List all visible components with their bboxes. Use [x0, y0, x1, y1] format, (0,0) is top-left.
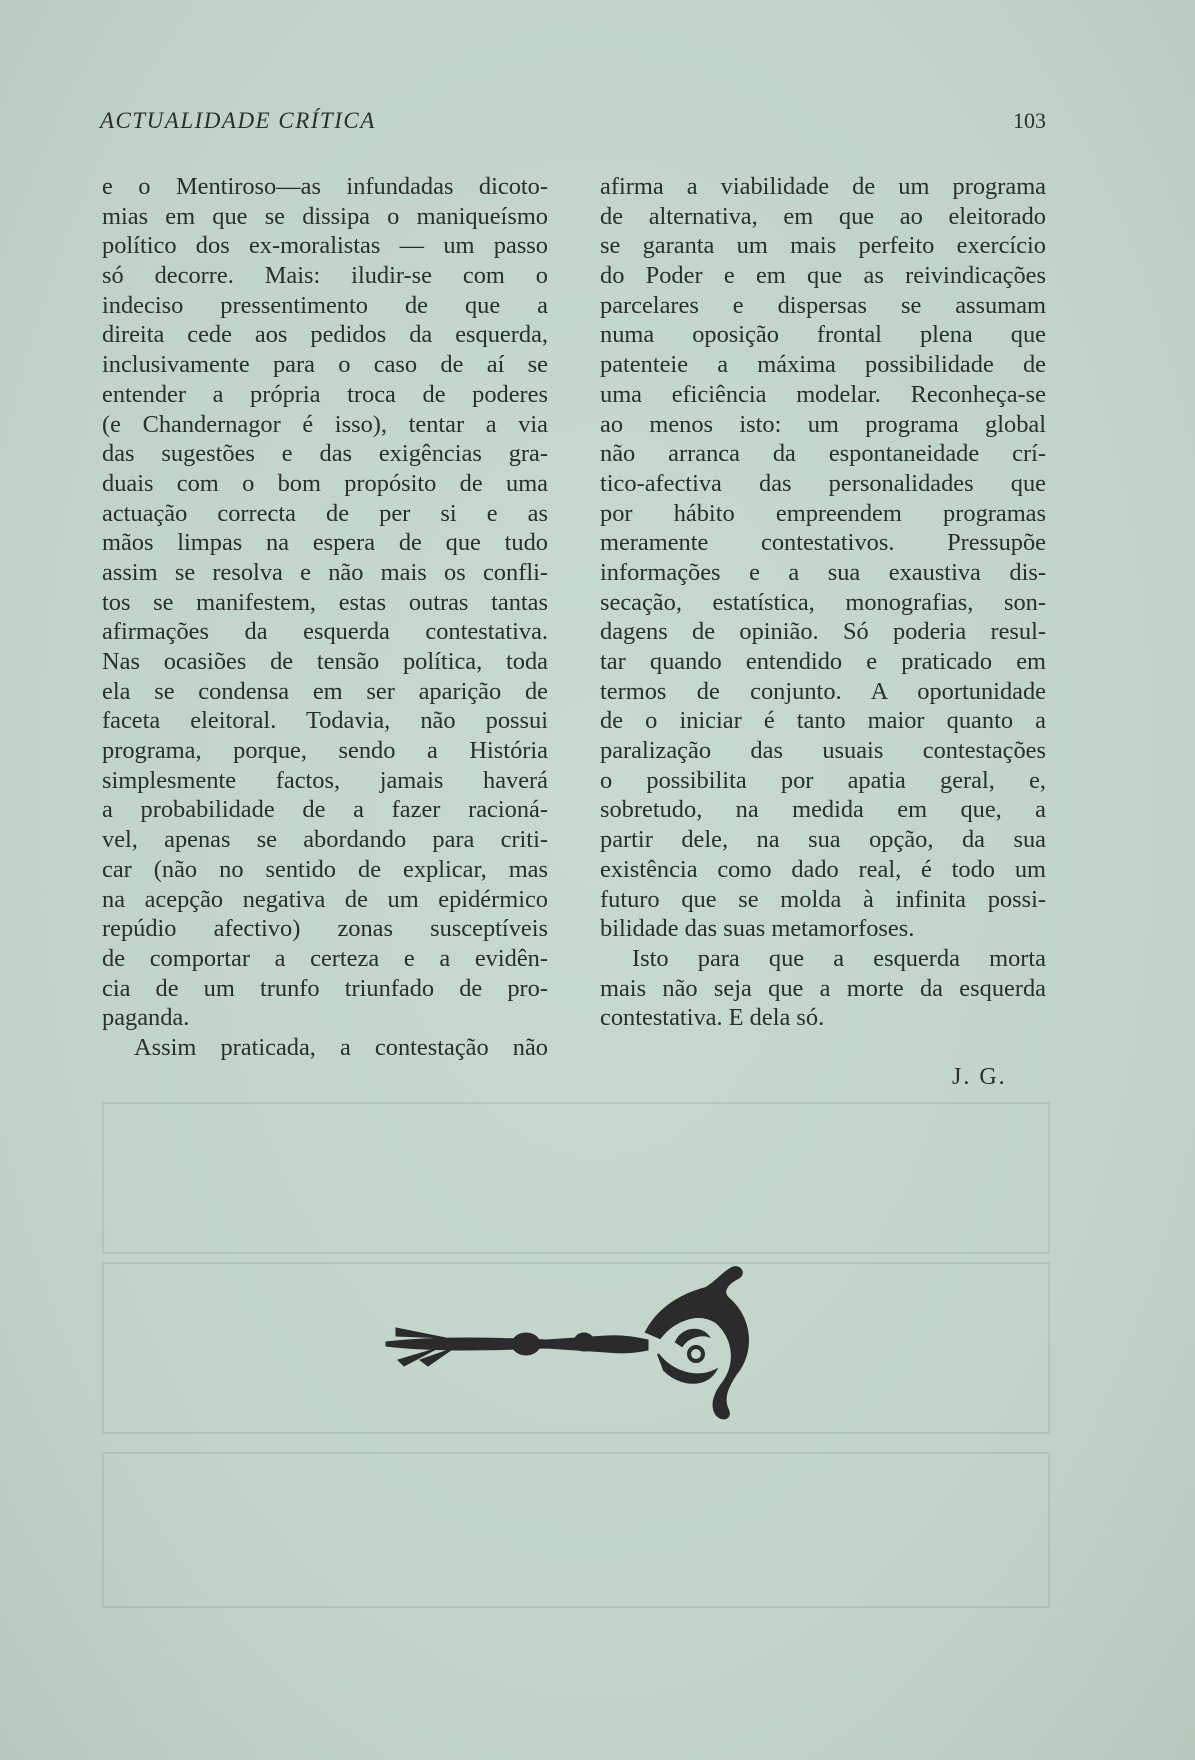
- text-line: direita cede aos pedidos da esquerda,: [102, 321, 548, 349]
- text-line: repúdio afectivo) zonas susceptíveis: [102, 915, 548, 943]
- text-line: só decorre. Mais: iludir-se com o: [102, 262, 548, 290]
- bleed-through-box: [102, 1452, 1050, 1608]
- text-line: afirmações da esquerda contestativa.: [102, 618, 548, 646]
- text-line: tos se manifestem, estas outras tantas: [102, 588, 548, 616]
- text-line: de alternativa, em que ao eleitorado: [600, 202, 1046, 230]
- text-line: ela se condensa em ser aparição de: [102, 677, 548, 705]
- text-line: tico-afectiva das personalidades que: [600, 469, 1046, 497]
- key-ornament-icon: [376, 1262, 772, 1422]
- text-line: meramente contestativos. Pressupõe: [600, 529, 1046, 557]
- text-line: do Poder e em que as reivindicações: [600, 262, 1046, 290]
- text-line: informações e a sua exaustiva dis-: [600, 558, 1046, 586]
- text-line: partir dele, na sua opção, da sua: [600, 826, 1046, 854]
- text-line: programa, porque, sendo a História: [102, 737, 548, 765]
- text-line: duais com o bom propósito de uma: [102, 469, 548, 497]
- text-line: actuação correcta de per si e as: [102, 499, 548, 527]
- text-line: cia de um trunfo triunfado de pro-: [102, 974, 548, 1002]
- text-line: por hábito empreendem programas: [600, 499, 1046, 527]
- text-line: simplesmente factos, jamais haverá: [102, 766, 548, 794]
- text-line: se garanta um mais perfeito exercício: [600, 232, 1046, 260]
- text-line: o possibilita por apatia geral, e,: [600, 766, 1046, 794]
- text-line: futuro que se molda à infinita possi-: [600, 885, 1046, 913]
- text-line: mãos limpas na espera de que tudo: [102, 529, 548, 557]
- text-line: tar quando entendido e praticado em: [600, 648, 1046, 675]
- left-column: [102, 172, 548, 1063]
- text-line: Isto para que a esquerda morta: [632, 944, 1046, 972]
- running-head: ACTUALIDADE CRÍTICA: [100, 108, 376, 133]
- page-number: 103: [1013, 108, 1046, 133]
- text-line: parcelares e dispersas se assumam: [600, 291, 1046, 319]
- author-signature: J. G.: [952, 1064, 1007, 1090]
- text-line: inclusivamente para o caso de aí se: [102, 351, 548, 379]
- text-line: bilidade das suas metamorfoses.: [600, 915, 915, 943]
- text-line: e o Mentiroso—as infundadas dicoto-: [102, 173, 548, 200]
- text-line: numa oposição frontal plena que: [600, 321, 1046, 349]
- text-line: assim se resolva e não mais os confli-: [102, 558, 548, 586]
- text-line: uma eficiência modelar. Reconheça-se: [600, 380, 1046, 408]
- text-line: termos de conjunto. A oportunidade: [600, 677, 1046, 705]
- text-line: mais não seja que a morte da esquerda: [600, 974, 1046, 1002]
- text-line: Assim praticada, a contestação não: [134, 1033, 548, 1061]
- text-line: ao menos isto: um programa global: [600, 410, 1046, 438]
- text-line: patenteie a máxima possibilidade de: [600, 351, 1046, 379]
- text-line: afirma a viabilidade de um programa: [600, 173, 1046, 200]
- text-line: na acepção negativa de um epidérmico: [102, 885, 548, 913]
- right-column: [600, 172, 1046, 1033]
- text-line: secação, estatística, monografias, son-: [600, 588, 1046, 616]
- text-line: das sugestões e das exigências gra-: [102, 440, 548, 468]
- text-line: político dos ex-moralistas — um passo: [102, 232, 548, 260]
- text-line: dagens de opinião. Só poderia resul-: [600, 618, 1046, 646]
- bleed-through-box: [102, 1102, 1050, 1254]
- text-line: contestativa. E dela só.: [600, 1004, 825, 1032]
- text-line: Nas ocasiões de tensão política, toda: [102, 648, 548, 675]
- text-line: a probabilidade de a fazer racioná-: [102, 796, 548, 824]
- text-line: (e Chandernagor é isso), tentar a via: [102, 410, 548, 438]
- text-line: mias em que se dissipa o maniqueísmo: [102, 202, 548, 230]
- text-line: paganda.: [102, 1004, 190, 1032]
- text-line: vel, apenas se abordando para criti-: [102, 826, 548, 854]
- text-line: car (não no sentido de explicar, mas: [102, 855, 548, 883]
- text-line: de comportar a certeza e a evidên-: [102, 944, 548, 972]
- text-line: de o iniciar é tanto maior quanto a: [600, 707, 1046, 735]
- text-line: não arranca da espontaneidade crí-: [600, 440, 1046, 468]
- text-line: indeciso pressentimento de que a: [102, 291, 548, 319]
- text-line: sobretudo, na medida em que, a: [600, 796, 1046, 824]
- text-line: faceta eleitoral. Todavia, não possui: [102, 707, 548, 735]
- text-line: entender a própria troca de poderes: [102, 380, 548, 408]
- text-line: paralização das usuais contestações: [600, 737, 1046, 765]
- text-line: existência como dado real, é todo um: [600, 855, 1046, 883]
- page-header: [100, 108, 1046, 142]
